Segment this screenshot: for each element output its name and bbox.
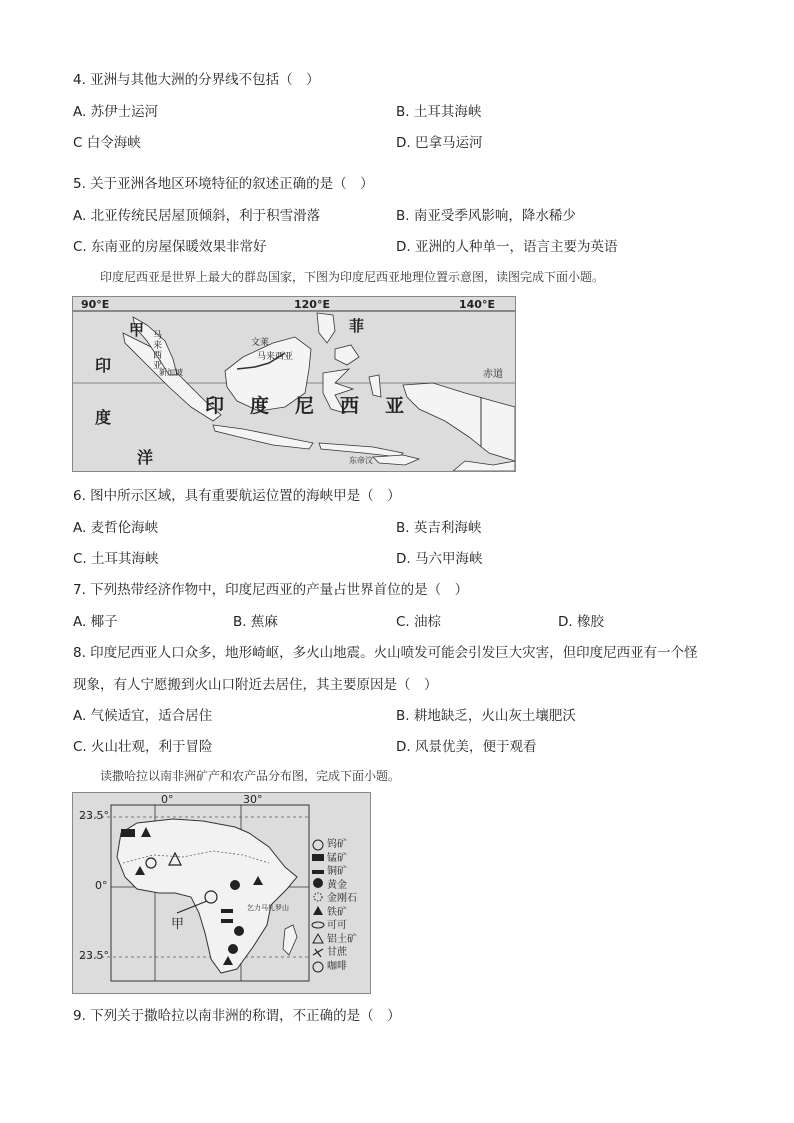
legend-iron: 铁矿 — [327, 906, 347, 918]
brunei-label: 文莱 — [251, 338, 270, 348]
intro-indonesia: 印度尼西亚是世界上最大的群岛国家，下图为印度尼西亚地理位置示意图，读图完成下面小题。 — [100, 270, 605, 284]
malaysia-label: 马来西亚 — [153, 331, 163, 371]
q8-option-b: B. 耕地缺乏，火山灰土壤肥沃 — [396, 708, 576, 724]
legend-coffee: 咖啡 — [327, 960, 347, 972]
legend-cocoa: 可可 — [327, 920, 347, 931]
q6-option-c: C. 土耳其海峡 — [73, 551, 159, 567]
q8-option-a: A. 气候适宜，适合居住 — [73, 708, 213, 724]
q5-option-a: A. 北亚传统民居屋顶倾斜，利于积雪滑落 — [73, 208, 321, 224]
lat-label-south: 23.5° — [79, 949, 109, 962]
q5-option-d: D. 亚洲的人种单一，语言主要为英语 — [396, 239, 618, 255]
ocean-label-yin: 印 — [95, 356, 112, 375]
question-5-stem: 5. 关于亚洲各地区环境特征的叙述正确的是（ ） — [73, 176, 374, 192]
legend-tungsten: 钨矿 — [327, 839, 347, 850]
map-legend — [327, 838, 357, 973]
question-9-stem: 9. 下列关于撒哈拉以南非洲的称谓，不正确的是（ ） — [73, 1008, 401, 1024]
q7-option-d: D. 橡胶 — [558, 614, 604, 630]
q8-option-c: C. 火山壮观，利于冒险 — [73, 739, 213, 755]
q4-option-b: B. 土耳其海峡 — [396, 104, 482, 120]
ocean-label-yang: 洋 — [137, 448, 154, 467]
lon-label-140: 140°E — [459, 298, 495, 311]
legend-manganese: 锰矿 — [327, 852, 347, 864]
question-6-stem: 6. 图中所示区域，具有重要航运位置的海峡甲是（ ） — [73, 488, 401, 504]
lon-label-120: 120°E — [294, 298, 330, 311]
q8-option-d: D. 风景优美，便于观看 — [396, 739, 537, 755]
kilimanjaro-label: 乞力马扎罗山 — [247, 904, 289, 912]
q7-option-b: B. 蕉麻 — [233, 614, 278, 630]
lat-label-equator: 0° — [95, 879, 108, 892]
intro-africa: 读撒哈拉以南非洲矿产和农产品分布图，完成下面小题。 — [100, 769, 401, 783]
equator-label: 赤道 — [483, 369, 503, 380]
question-8-stem-line2: 现象，有人宁愿搬到火山口附近去居住，其主要原因是（ ） — [73, 677, 438, 693]
lat-label-north: 23.5° — [79, 809, 109, 822]
q5-option-b: B. 南亚受季风影响，降水稀少 — [396, 208, 576, 224]
question-7-stem: 7. 下列热带经济作物中，印度尼西亚的产量占世界首位的是（ ） — [73, 582, 469, 598]
indonesia-map — [72, 296, 516, 472]
q6-option-d: D. 马六甲海峡 — [396, 551, 483, 567]
q4-option-c: C 白令海峡 — [73, 135, 141, 151]
legend-bauxite: 铝土矿 — [327, 933, 357, 945]
legend-sugarcane: 甘蔗 — [327, 947, 347, 958]
place-jia-label: 甲 — [171, 917, 185, 932]
q4-option-d: D. 巴拿马运河 — [396, 135, 483, 151]
strait-jia-label: 甲 — [129, 321, 145, 339]
lon-label-30: 30° — [243, 793, 263, 806]
q7-option-c: C. 油棕 — [396, 614, 442, 630]
singapore-label: 新加坡 — [159, 368, 183, 377]
ocean-label-du: 度 — [95, 408, 112, 427]
lon-label-0: 0° — [161, 793, 174, 806]
country-label-indonesia: 印度尼西亚 — [205, 395, 431, 417]
lon-label-90: 90°E — [81, 298, 110, 311]
malaysia2-label: 马来西亚 — [257, 352, 294, 362]
east-timor-label: 东帝汶 — [349, 456, 373, 465]
question-8-stem-line1: 8. 印度尼西亚人口众多，地形崎岖，多火山地震。火山喷发可能会引发巨大灾害，但印度尼西亚有一个怪 — [73, 645, 698, 661]
legend-copper: 铜矿 — [327, 866, 347, 877]
question-4-stem: 4. 亚洲与其他大洲的分界线不包括（ ） — [73, 72, 320, 88]
legend-diamond: 金刚石 — [327, 893, 357, 904]
q6-option-b: B. 英吉利海峡 — [396, 520, 482, 536]
q4-option-a: A. 苏伊士运河 — [73, 104, 159, 120]
philippines-label: 菲 — [349, 317, 365, 335]
q6-option-a: A. 麦哲伦海峡 — [73, 520, 159, 536]
legend-gold: 黄金 — [327, 879, 347, 891]
africa-map — [72, 792, 371, 994]
q7-option-a: A. 椰子 — [73, 614, 118, 630]
q5-option-c: C. 东南亚的房屋保暖效果非常好 — [73, 239, 267, 255]
